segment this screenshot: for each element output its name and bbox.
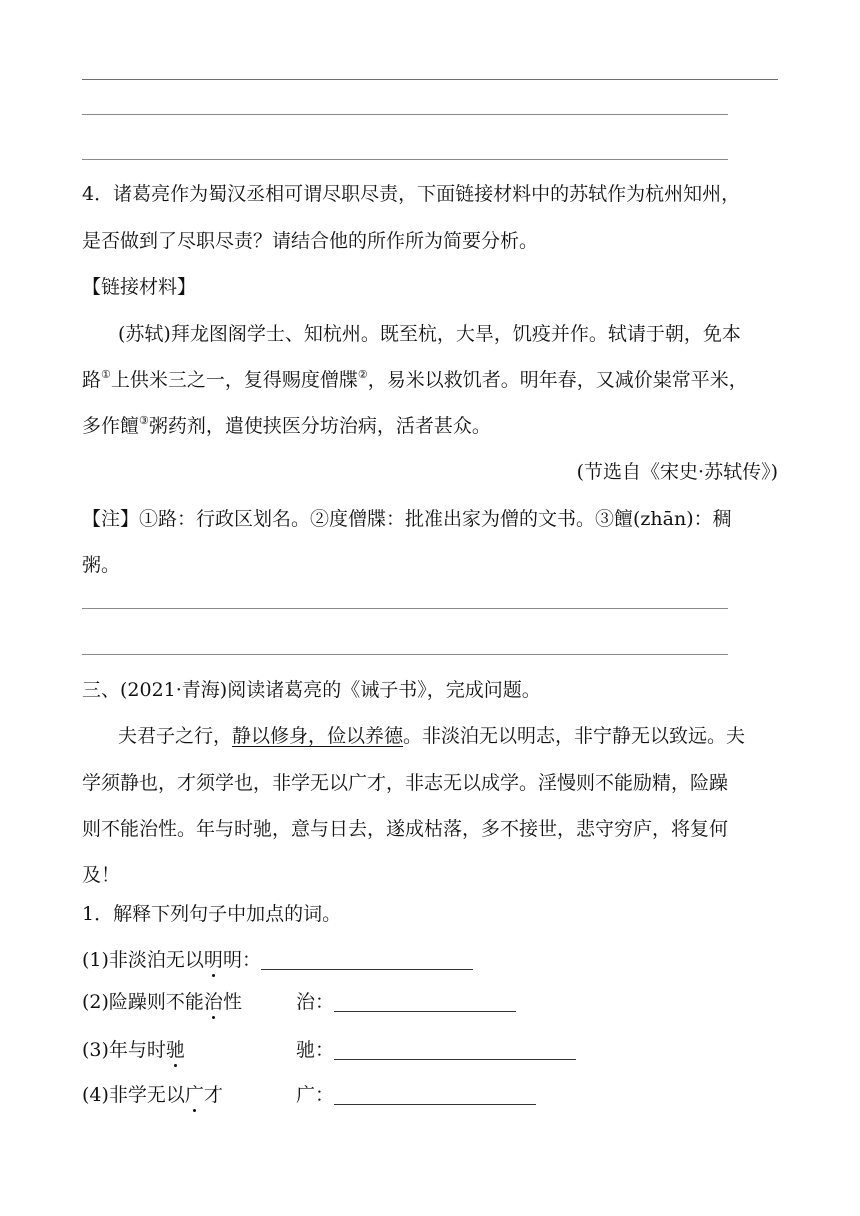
dotted-word: 明 <box>203 949 223 971</box>
text-segment: 夫君子之行， <box>118 725 233 747</box>
item-label: 驰： <box>296 1039 335 1061</box>
item-label: 治： <box>296 991 335 1013</box>
text-segment: 粥药剂，遣使挟医分坊治病，活者甚众。 <box>148 415 491 437</box>
item-text: (2)险躁则不能 <box>82 991 204 1013</box>
question-1-item-1 <box>82 948 782 972</box>
question-4-line-2: 是否做到了尽职尽责？请结合他的所作所为简要分析。 <box>82 230 539 252</box>
item-text: (4)非学无以 <box>82 1084 185 1106</box>
material-note-line-1: 【注】①路：行政区划名。②度僧牒：批准出家为僧的文书。③饘(zhān)：稠 <box>82 508 732 530</box>
question-1-title: 1．解释下列句子中加点的词。 <box>82 903 342 925</box>
text-segment: ，易米以救饥者。明年春，又减价粜常平米， <box>367 369 748 391</box>
item-label: 广： <box>296 1084 335 1106</box>
question-1-item-4-answer <box>296 1083 536 1107</box>
text-segment: 。非淡泊无以明志，非宁静无以致远。夫 <box>403 725 746 747</box>
dotted-word: 驰 <box>165 1039 185 1061</box>
question-4-line-1: 4．诸葛亮作为蜀汉丞相可谓尽职尽责，下面链接材料中的苏轼作为杭州知州， <box>82 183 741 205</box>
answer-line[interactable] <box>82 654 728 655</box>
answer-line[interactable] <box>82 79 778 80</box>
question-1-item-2-answer <box>296 990 516 1014</box>
answer-blank[interactable] <box>334 993 516 1012</box>
material-paragraph-line-3 <box>82 414 782 438</box>
passage-line-1 <box>118 724 818 748</box>
passage-line-4: 及！ <box>82 864 121 886</box>
answer-blank[interactable] <box>334 1086 536 1105</box>
footnote-marker: ③ <box>139 414 149 427</box>
material-paragraph-line-2 <box>82 368 782 392</box>
item-text: (3)年与时 <box>82 1039 166 1061</box>
text-segment: 路 <box>82 369 102 391</box>
dotted-word: 治 <box>203 991 223 1013</box>
footnote-marker: ② <box>357 368 368 381</box>
underlined-phrase: 静以修身，俭以养德 <box>232 725 404 747</box>
answer-line[interactable] <box>82 608 728 609</box>
section-3-heading: 三、(2021·青海)阅读诸葛亮的《诫子书》，完成问题。 <box>82 679 541 701</box>
item-text: 才 <box>203 1084 223 1106</box>
footnote-marker: ① <box>101 368 111 381</box>
item-text: (1)非淡泊无以 <box>82 949 204 971</box>
question-1-item-3-answer <box>296 1038 576 1062</box>
material-heading: 【链接材料】 <box>82 276 197 298</box>
text-segment: 多作饘 <box>82 415 140 437</box>
material-paragraph-line-1: (苏轼)拜龙图阁学士、知杭州。既至杭，大旱，饥疫并作。轼请于朝，免本 <box>118 323 741 345</box>
answer-blank[interactable] <box>334 1041 576 1060</box>
item-text: 性 <box>222 991 242 1013</box>
passage-line-2: 学须静也，才须学也，非学无以广才，非志无以成学。淫慢则不能励精，险躁 <box>82 772 729 794</box>
answer-blank[interactable] <box>261 951 473 970</box>
passage-line-3: 则不能治性。年与时驰，意与日去，遂成枯落，多不接世，悲守穷庐，将复何 <box>82 818 729 840</box>
item-label: 明： <box>222 949 261 971</box>
material-note-line-2: 粥。 <box>82 554 121 576</box>
answer-line[interactable] <box>82 114 728 115</box>
text-segment: 上供米三之一，复得赐度僧牒 <box>110 369 358 391</box>
material-source: (节选自《宋史·苏轼传》) <box>576 461 778 483</box>
dotted-word: 广 <box>184 1084 204 1106</box>
answer-line[interactable] <box>82 159 728 160</box>
